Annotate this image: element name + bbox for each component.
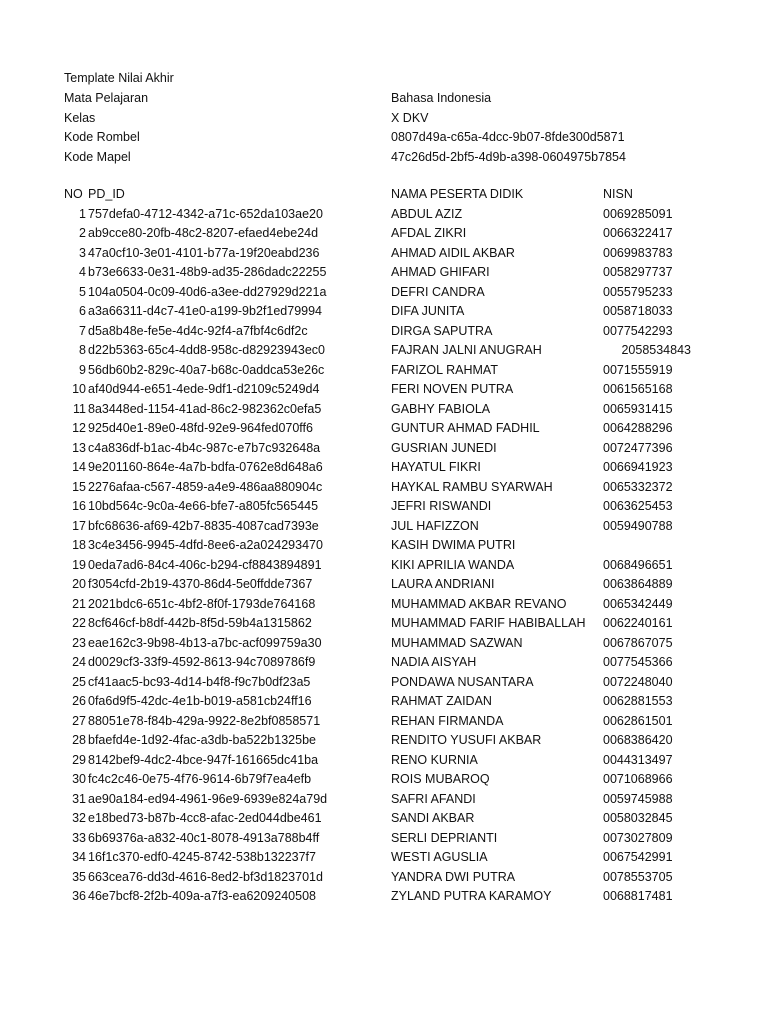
cell-no: 27 (72, 713, 86, 728)
meta-value: X DKV (391, 110, 429, 125)
cell-nama: RAHMAT ZAIDAN (391, 694, 492, 708)
table-row (0, 614, 768, 634)
cell-no: 17 (72, 518, 86, 533)
table-row (0, 341, 768, 361)
cell-pd-id: 925d40e1-89e0-48fd-92e9-964fed070ff6 (88, 421, 313, 435)
cell-nisn: 0077545366 (603, 655, 673, 669)
cell-nama: LAURA ANDRIANI (391, 577, 495, 591)
meta-block (0, 89, 768, 167)
cell-nama: ZYLAND PUTRA KARAMOY (391, 889, 552, 903)
column-header-pd-id: PD_ID (88, 187, 125, 201)
cell-nisn: 0065332372 (603, 479, 673, 494)
cell-pd-id: 8a3448ed-1154-41ad-86c2-982362c0efa5 (88, 401, 322, 416)
cell-pd-id: 2021bdc6-651c-4bf2-8f0f-1793de764168 (88, 596, 316, 611)
table-row (0, 848, 768, 868)
cell-nisn: 0062240161 (603, 616, 673, 630)
table-row (0, 887, 768, 907)
table-row (0, 263, 768, 283)
cell-nisn: 0058718033 (603, 304, 673, 318)
cell-no: 6 (79, 304, 86, 318)
table-row (0, 224, 768, 244)
cell-nama: ROIS MUBAROQ (391, 772, 490, 786)
cell-no: 21 (72, 596, 86, 611)
table-row (0, 868, 768, 888)
cell-no: 13 (72, 440, 86, 455)
meta-label: Kode Rombel (64, 130, 140, 144)
table-row (0, 478, 768, 498)
table-row (0, 536, 768, 556)
cell-nisn: 0068817481 (603, 889, 673, 903)
cell-nama: KASIH DWIMA PUTRI (391, 538, 516, 552)
cell-nisn: 2058534843 (621, 343, 691, 357)
table-row (0, 497, 768, 517)
table-row (0, 712, 768, 732)
cell-nisn: 0078553705 (603, 869, 673, 884)
cell-pd-id: 0eda7ad6-84c4-406c-b294-cf8843894891 (88, 557, 322, 572)
cell-nama: REHAN FIRMANDA (391, 713, 504, 728)
cell-nisn: 0065931415 (603, 401, 673, 416)
table-body (0, 205, 768, 907)
cell-nisn: 0063625453 (603, 499, 673, 513)
cell-pd-id: d5a8b48e-fe5e-4d4c-92f4-a7fbf4c6df2c (88, 323, 308, 338)
column-header-nama: NAMA PESERTA DIDIK (391, 187, 524, 201)
cell-pd-id: 3c4e3456-9945-4dfd-8ee6-a2a024293470 (88, 538, 323, 552)
cell-nisn: 0068386420 (603, 733, 673, 747)
cell-pd-id: 9e201160-864e-4a7b-bdfa-0762e8d648a6 (88, 460, 323, 474)
meta-value: 0807d49a-c65a-4dcc-9b07-8fde300d5871 (391, 130, 625, 144)
table-row (0, 556, 768, 576)
cell-nisn: 0062881553 (603, 694, 673, 708)
cell-nama: ABDUL AZIZ (391, 206, 463, 221)
cell-nama: HAYATUL FIKRI (391, 460, 481, 474)
cell-pd-id: 757defa0-4712-4342-a71c-652da103ae20 (88, 206, 323, 221)
table-row (0, 673, 768, 693)
cell-nama: AHMAD GHIFARI (391, 265, 490, 279)
cell-pd-id: bfc68636-af69-42b7-8835-4087cad7393e (88, 518, 319, 533)
cell-no: 35 (72, 869, 86, 884)
cell-nama: HAYKAL RAMBU SYARWAH (391, 479, 553, 494)
cell-nisn: 0058032845 (603, 811, 673, 825)
cell-pd-id: 8cf646cf-b8df-442b-8f5d-59b4a1315862 (88, 616, 312, 630)
cell-pd-id: f3054cfd-2b19-4370-86d4-5e0ffdde7367 (88, 577, 313, 591)
cell-nisn: 0067867075 (603, 635, 673, 650)
table-row (0, 731, 768, 751)
cell-nama: MUHAMMAD FARIF HABIBALLAH (391, 616, 586, 630)
cell-nisn: 0044313497 (603, 752, 673, 767)
cell-nama: NADIA AISYAH (391, 655, 477, 669)
cell-no: 12 (72, 421, 86, 435)
cell-pd-id: a3a66311-d4c7-41e0-a199-9b2f1ed79994 (88, 304, 323, 318)
cell-pd-id: 88051e78-f84b-429a-9922-8e2bf0858571 (88, 713, 321, 728)
table-row (0, 575, 768, 595)
cell-nisn: 0077542293 (603, 323, 673, 338)
cell-nama: JEFRI RISWANDI (391, 499, 492, 513)
cell-nisn: 0059745988 (603, 791, 673, 806)
cell-no: 26 (72, 694, 86, 708)
cell-pd-id: 10bd564c-9c0a-4e66-bfe7-a805fc565445 (88, 499, 319, 513)
cell-nama: SERLI DEPRIANTI (391, 830, 498, 845)
cell-pd-id: ae90a184-ed94-4961-96e9-6939e824a79d (88, 791, 328, 806)
cell-nama: PONDAWA NUSANTARA (391, 674, 534, 689)
cell-no: 5 (79, 284, 86, 299)
cell-pd-id: d22b5363-65c4-4dd8-958c-d82923943ec0 (88, 343, 326, 357)
cell-no: 24 (72, 655, 86, 669)
cell-pd-id: 56db60b2-829c-40a7-b68c-0addca53e26c (88, 362, 325, 377)
cell-no: 31 (72, 791, 86, 806)
cell-no: 11 (73, 401, 86, 416)
cell-nisn: 0055795233 (603, 284, 673, 299)
cell-no: 18 (72, 538, 86, 552)
cell-nisn: 0062861501 (603, 713, 673, 728)
table-row (0, 302, 768, 322)
cell-nama: DIFA JUNITA (391, 304, 465, 318)
cell-no: 22 (72, 616, 86, 630)
table-row (0, 595, 768, 615)
cell-nama: RENO KURNIA (391, 752, 478, 767)
table-row (0, 458, 768, 478)
cell-nama: DEFRI CANDRA (391, 284, 485, 299)
cell-pd-id: 663cea76-dd3d-4616-8ed2-bf3d1823701d (88, 869, 323, 884)
cell-pd-id: 2276afaa-c567-4859-a4e9-486aa880904c (88, 479, 323, 494)
table-row (0, 205, 768, 225)
cell-nisn: 0069983783 (603, 245, 673, 260)
cell-no: 36 (72, 889, 86, 903)
meta-row (0, 128, 768, 148)
cell-nama: JUL HAFIZZON (391, 518, 479, 533)
cell-nama: MUHAMMAD SAZWAN (391, 635, 523, 650)
cell-nama: MUHAMMAD AKBAR REVANO (391, 596, 567, 611)
cell-no: 28 (72, 733, 86, 747)
cell-nama: SANDI AKBAR (391, 811, 475, 825)
cell-nisn: 0071068966 (603, 772, 673, 786)
table-row (0, 770, 768, 790)
cell-nisn: 0066322417 (603, 226, 673, 240)
cell-nama: WESTI AGUSLIA (391, 850, 488, 864)
table-row (0, 419, 768, 439)
cell-nama: DIRGA SAPUTRA (391, 323, 493, 338)
meta-row (0, 109, 768, 129)
meta-row (0, 148, 768, 168)
document-title: Template Nilai Akhir (64, 71, 174, 85)
table-row (0, 439, 768, 459)
cell-nama: AHMAD AIDIL AKBAR (391, 245, 515, 260)
table-row (0, 809, 768, 829)
cell-pd-id: bfaefd4e-1d92-4fac-a3db-ba522b1325be (88, 733, 316, 747)
meta-label: Kode Mapel (64, 149, 131, 164)
meta-row (0, 89, 768, 109)
cell-no: 3 (79, 245, 86, 260)
cell-nama: AFDAL ZIKRI (391, 226, 467, 240)
meta-value: Bahasa Indonesia (391, 91, 492, 105)
cell-nama: GUNTUR AHMAD FADHIL (391, 421, 540, 435)
cell-pd-id: 0fa6d9f5-42dc-4e1b-b019-a581cb24ff16 (88, 694, 312, 708)
cell-no: 20 (72, 577, 86, 591)
meta-value: 47c26d5d-2bf5-4d9b-a398-0604975b7854 (391, 149, 626, 164)
cell-nisn: 0058297737 (603, 265, 673, 279)
cell-no: 29 (72, 752, 86, 767)
table-row (0, 244, 768, 264)
cell-nisn: 0072248040 (603, 674, 673, 689)
table-row (0, 283, 768, 303)
table-row (0, 829, 768, 849)
cell-nisn: 0072477396 (603, 440, 673, 455)
cell-no: 2 (79, 226, 86, 240)
cell-no: 32 (72, 811, 86, 825)
student-table (0, 185, 768, 907)
cell-pd-id: 47a0cf10-3e01-4101-b77a-19f20eabd236 (88, 245, 320, 260)
table-row (0, 400, 768, 420)
cell-no: 4 (79, 265, 86, 279)
cell-pd-id: 46e7bcf8-2f2b-409a-a7f3-ea6209240508 (88, 889, 316, 903)
column-header-no: NO (64, 187, 83, 201)
cell-no: 34 (72, 850, 86, 864)
table-header-row (0, 185, 768, 205)
table-row (0, 517, 768, 537)
cell-pd-id: 16f1c370-edf0-4245-8742-538b132237f7 (88, 850, 316, 864)
cell-nama: GABHY FABIOLA (391, 401, 491, 416)
cell-pd-id: eae162c3-9b98-4b13-a7bc-acf099759a30 (88, 635, 322, 650)
cell-nisn: 0061565168 (603, 382, 673, 396)
cell-nisn: 0064288296 (603, 421, 673, 435)
table-row (0, 653, 768, 673)
cell-no: 7 (79, 323, 86, 338)
table-row (0, 692, 768, 712)
cell-nama: GUSRIAN JUNEDI (391, 440, 497, 455)
cell-nisn: 0059490788 (603, 518, 673, 533)
table-row (0, 322, 768, 342)
table-row (0, 751, 768, 771)
cell-nisn: 0071555919 (603, 362, 673, 377)
cell-pd-id: cf41aac5-bc93-4d14-b4f8-f9c7b0df23a5 (88, 674, 311, 689)
column-header-nisn: NISN (603, 187, 633, 201)
cell-nisn: 0068496651 (603, 557, 673, 572)
table-row (0, 634, 768, 654)
cell-nisn: 0065342449 (603, 596, 673, 611)
cell-pd-id: 6b69376a-a832-40c1-8078-4913a788b4ff (88, 830, 320, 845)
cell-no: 16 (72, 499, 86, 513)
cell-no: 14 (72, 460, 86, 474)
cell-pd-id: e18bed73-b87b-4cc8-afac-2ed044dbe461 (88, 811, 322, 825)
cell-no: 9 (79, 362, 86, 377)
cell-no: 15 (72, 479, 86, 494)
meta-label: Mata Pelajaran (64, 91, 149, 105)
cell-nama: FERI NOVEN PUTRA (391, 382, 514, 396)
cell-no: 25 (72, 674, 86, 689)
cell-pd-id: 8142bef9-4dc2-4bce-947f-161665dc41ba (88, 752, 319, 767)
table-row (0, 380, 768, 400)
cell-nisn: 0066941923 (603, 460, 673, 474)
table-row (0, 790, 768, 810)
cell-pd-id: c4a836df-b1ac-4b4c-987c-e7b7c932648a (88, 440, 321, 455)
cell-nama: SAFRI AFANDI (391, 791, 476, 806)
cell-pd-id: af40d944-e651-4ede-9df1-d2109c5249d4 (88, 382, 320, 396)
cell-nama: YANDRA DWI PUTRA (391, 869, 516, 884)
cell-pd-id: fc4c2c46-0e75-4f76-9614-6b79f7ea4efb (88, 772, 312, 786)
cell-nisn: 0073027809 (603, 830, 673, 845)
cell-pd-id: d0029cf3-33f9-4592-8613-94c7089786f9 (88, 655, 316, 669)
cell-no: 8 (79, 343, 86, 357)
cell-nisn: 0067542991 (603, 850, 673, 864)
cell-pd-id: 104a0504-0c09-40d6-a3ee-dd27929d221a (88, 284, 327, 299)
table-row (0, 361, 768, 381)
cell-nisn: 0069285091 (603, 206, 673, 221)
cell-no: 33 (72, 830, 86, 845)
cell-no: 1 (79, 206, 86, 221)
cell-nama: KIKI APRILIA WANDA (391, 557, 515, 572)
cell-nama: FAJRAN JALNI ANUGRAH (391, 343, 542, 357)
cell-no: 10 (72, 382, 86, 396)
cell-pd-id: ab9cce80-20fb-48c2-8207-efaed4ebe24d (88, 226, 319, 240)
meta-label: Kelas (64, 110, 96, 125)
cell-nama: RENDITO YUSUFI AKBAR (391, 733, 542, 747)
cell-no: 30 (72, 772, 86, 786)
cell-pd-id: b73e6633-0e31-48b9-ad35-286dadc22255 (88, 265, 327, 279)
cell-no: 19 (72, 557, 86, 572)
cell-no: 23 (72, 635, 86, 650)
cell-nisn: 0063864889 (603, 577, 673, 591)
cell-nama: FARIZOL RAHMAT (391, 362, 498, 377)
